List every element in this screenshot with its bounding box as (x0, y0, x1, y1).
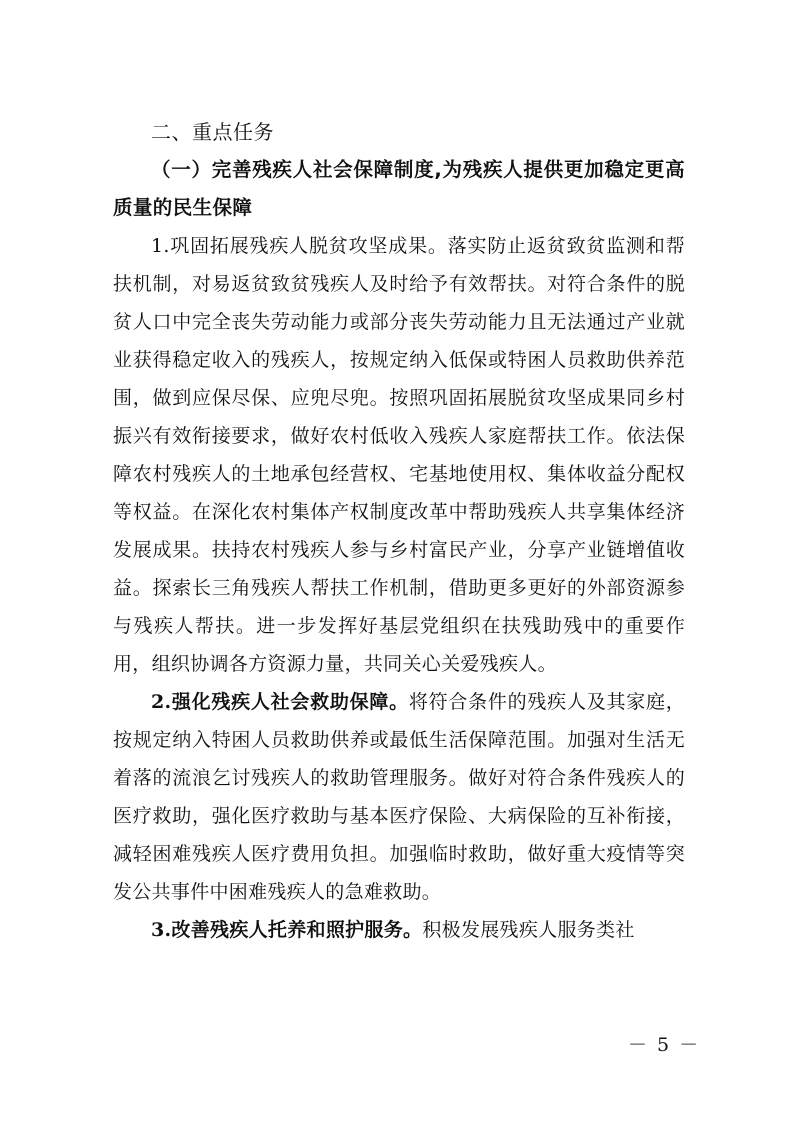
paragraph-item-1 (113, 227, 685, 683)
paragraph-text: 将符合条件的残疾人及其家庭，按规定纳入特困人员救助供养或最低生活保障范围。加强对生活无着落的流浪乞讨残疾人的救助管理服务。做好对符合条件残疾人的医疗救助，强化医疗救助与基本医疗保险、大病保险的互补衔接，减轻困难残疾人医疗费用负担。加强临时救助，做好重大疫情等突发公共事件中困难残疾人的急难救助。 (113, 691, 685, 903)
paragraph-item-2 (113, 683, 685, 911)
paragraph-lead: 2.强化残疾人社会救助保障。 (151, 691, 409, 713)
section-heading: 二、重点任务 (151, 120, 274, 144)
subsection-heading: （一）完善残疾人社会保障制度,为残疾人提供更加稳定更高质量的民生保障 (113, 158, 685, 219)
page-number: － 5 － (628, 1034, 701, 1056)
paragraph-lead: 3.改善残疾人托养和照护服务。 (151, 919, 423, 941)
paragraph-text: 积极发展残疾人服务类社 (422, 919, 635, 941)
paragraph-item-3 (113, 911, 685, 949)
document-body (113, 113, 685, 949)
paragraph-text: 1.巩固拓展残疾人脱贫攻坚成果。落实防止返贫致贫监测和帮扶机制，对易返贫致贫残疾人及时给予有效帮扶。对符合条件的脱贫人口中完全丧失劳动能力或部分丧失劳动能力且无法通过产业就业获得稳定收入的残疾人，按规定纳入低保或特困人员救助供养范围，做到应保尽保、应兜尽兜。按照巩固拓展脱贫攻坚成果同乡村振兴有效衔接要求，做好农村低收入残疾人家庭帮扶工作。依法保障农村残疾人的土地承包经营权、宅基地使用权、集体收益分配权等权益。在深化农村集体产权制度改革中帮助残疾人共享集体经济发展成果。扶持农村残疾人参与乡村富民产业，分享产业链增值收益。探索长三角残疾人帮扶工作机制，借助更多更好的外部资源参与残疾人帮扶。进一步发挥好基层党组织在扶残助残中的重要作用，组织协调各方资源力量，共同关心关爱残疾人。 (113, 235, 685, 675)
